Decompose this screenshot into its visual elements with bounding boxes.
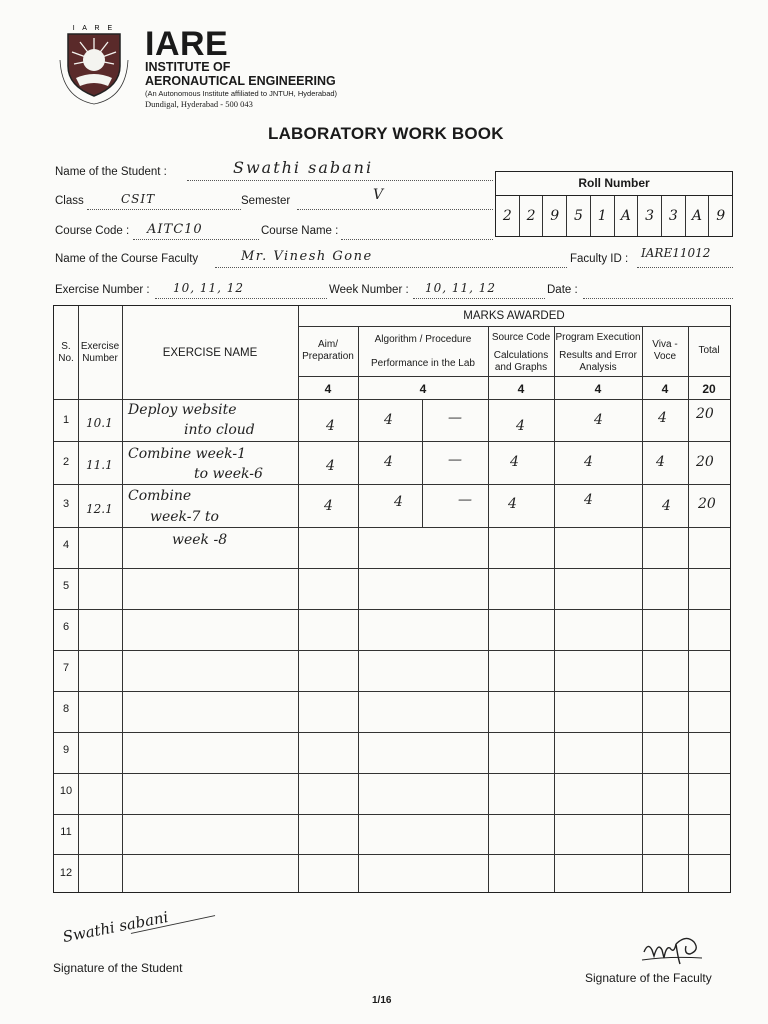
date-label: Date : [547,284,578,296]
col-exercise-number-header: Exercise Number [80,340,120,364]
course-row [55,222,495,241]
col-total-header: Total [698,345,720,356]
page-title: LABORATORY WORK BOOK [268,124,504,143]
col-calculations-header: Calculations and Graphs [493,350,549,373]
semester-label: Semester [241,195,291,207]
source-mark: 4 [508,496,517,512]
exercise-name-entry-line2: week-7 to [150,509,219,525]
marks-awarded-header: MARKS AWARDED [463,310,565,322]
roll-digit: 2 [496,196,520,236]
course-code-label: Course Code : [55,225,130,237]
student-signature: Swathi sabani [61,907,170,947]
weight-source: 4 [517,382,525,396]
institute-line-1: INSTITUTE OF [145,60,231,74]
col-viva-header: Viva - Voce [652,339,678,362]
col-source-header: Source Code [491,332,551,343]
col-sno-header: S. No. [58,340,74,364]
exercise-name-entry: Combine week-1 [128,446,247,462]
roll-digit: 9 [543,196,567,236]
student-name-label: Name of the Student : [55,166,167,178]
student-name-row [55,158,495,182]
col-results-header: Results and Error Analysis [559,350,637,373]
row-number: 4 [62,539,70,551]
exercise-number-entry: 12.1 [86,502,113,516]
institute-line-2: AERONAUTICAL ENGINEERING [145,74,336,88]
week-number-value: 10, 11, 12 [425,281,497,295]
performance-mark: — [448,410,462,426]
total-mark: 20 [696,454,714,470]
roll-number-digits [496,196,732,236]
col-performance-header: Performance in the Lab [371,358,475,369]
faculty-id-label: Faculty ID : [570,253,629,265]
program-mark: 4 [594,412,603,428]
page-number: 1/16 [372,995,392,1006]
roll-number-label: Roll Number [496,172,732,196]
viva-mark: 4 [662,498,671,514]
roll-digit: 1 [591,196,615,236]
iare-seal-logo [56,20,132,108]
exercise-number-entry: 10.1 [86,416,113,430]
weight-total: 20 [702,382,716,396]
program-mark: 4 [584,454,593,470]
exercise-name-entry-line3: week -8 [172,532,228,548]
col-aim-header: Aim/ Preparation [302,339,354,362]
row-number: 1 [62,414,70,426]
algorithm-mark: 4 [384,454,393,470]
course-code-value: AITC10 [147,222,203,237]
viva-mark: 4 [658,410,667,426]
exercise-number-entry: 11.1 [86,458,113,472]
weight-viva: 4 [661,382,669,396]
dotted-line [87,197,241,210]
institute-affiliation: (An Autonomous Institute affiliated to JNTUH, Hyderabad) [145,89,338,98]
class-value: CSIT [121,192,156,206]
performance-mark: — [448,452,462,468]
exercise-name-entry: Combine [128,488,192,504]
exercise-number-label: Exercise Number : [55,284,150,296]
class-label: Class [55,195,84,207]
row-number: 12 [59,867,73,879]
row-number: 3 [62,498,70,510]
roll-digit: 5 [567,196,591,236]
dotted-line [341,227,493,240]
algorithm-mark: 4 [384,412,393,428]
dotted-line [297,197,493,210]
total-mark: 20 [696,406,714,422]
viva-mark: 4 [656,454,665,470]
course-name-label: Course Name : [261,225,339,237]
row-number: 8 [62,703,70,715]
weight-aim: 4 [324,382,332,396]
svg-text:I A R E: I A R E [72,25,116,32]
dotted-line [583,286,733,299]
roll-number-box [495,171,733,237]
source-mark: 4 [510,454,519,470]
institute-header [145,25,338,110]
roll-digit: 3 [638,196,662,236]
faculty-signature-mark [640,928,704,968]
exercise-number-value: 10, 11, 12 [173,281,245,295]
aim-mark: 4 [326,458,335,474]
class-semester-row [55,187,495,211]
row-number: 11 [60,826,72,838]
semester-value: V [373,187,384,203]
row-number: 5 [62,580,70,592]
exercise-name-entry-line2: to week-6 [194,466,263,482]
roll-digit: 3 [662,196,686,236]
source-mark: 4 [516,418,525,434]
faculty-name-value: Mr. Vinesh Gone [241,249,373,264]
week-number-label: Week Number : [329,284,409,296]
total-mark: 20 [698,496,716,512]
col-algorithm-header: Algorithm / Procedure [374,334,472,345]
roll-digit: A [686,196,710,236]
aim-mark: 4 [326,418,335,434]
row-number: 10 [59,785,73,797]
exercise-name-entry-line2: into cloud [184,422,255,438]
roll-digit: 2 [520,196,544,236]
col-program-header: Program Execution [555,332,641,343]
faculty-row [55,246,735,269]
row-number: 6 [62,621,70,633]
weight-program: 4 [594,382,602,396]
exercise-name-entry: Deploy website [128,402,237,418]
institute-acronym: IARE [145,25,229,63]
institute-address: Dundigal, Hyderabad - 500 043 [145,99,253,109]
row-number: 9 [62,744,70,756]
row-number: 7 [62,662,70,674]
faculty-id-value: IARE11012 [641,246,711,260]
faculty-name-label: Name of the Course Faculty [55,253,199,265]
faculty-signature-label: Signature of the Faculty [585,971,712,985]
student-name-value: Swathi sabani [233,158,374,177]
row-number: 2 [62,456,70,468]
performance-mark: — [458,492,472,508]
algorithm-mark: 4 [394,494,403,510]
student-signature-label: Signature of the Student [53,961,183,975]
roll-digit: A [615,196,639,236]
roll-digit: 9 [716,208,726,224]
exercise-week-row [55,281,735,300]
col-exercise-name-header: EXERCISE NAME [162,346,258,359]
weight-algorithm: 4 [419,382,427,396]
program-mark: 4 [584,492,593,508]
aim-mark: 4 [324,498,333,514]
marks-table [53,305,731,893]
